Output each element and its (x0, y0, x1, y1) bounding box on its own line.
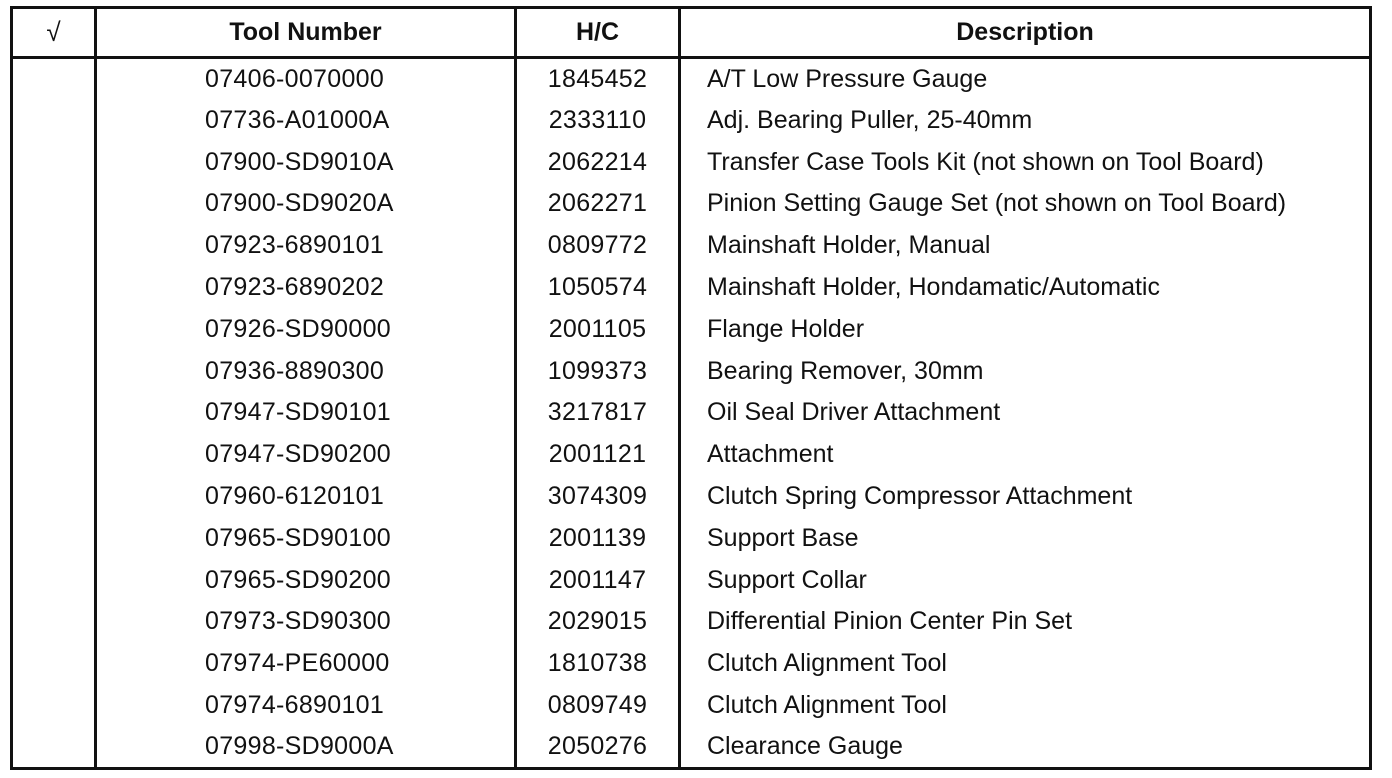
tool-number-cell: 07923-6890202 (96, 267, 516, 309)
description-cell: Mainshaft Holder, Hondamatic/Automatic (707, 272, 1160, 301)
hc-cell: 2029015 (516, 601, 680, 643)
check-cell[interactable] (12, 350, 96, 392)
check-cell[interactable] (12, 476, 96, 518)
hc-cell: 1810738 (516, 643, 680, 685)
table-row (12, 99, 1371, 141)
tool-number-cell: 07947-SD90200 (96, 434, 516, 476)
tool-number-cell: 07926-SD90000 (96, 308, 516, 350)
tool-number-cell: 07965-SD90100 (96, 517, 516, 559)
tool-list-table (10, 6, 1372, 770)
hc-cell: 2062214 (516, 141, 680, 183)
description-cell: Flange Holder (707, 314, 865, 343)
hc-cell: 0809772 (516, 225, 680, 267)
tool-number-cell: 07974-PE60000 (96, 643, 516, 685)
hc-cell: 2333110 (516, 99, 680, 141)
description-cell: Support Collar (707, 565, 867, 594)
table-row (12, 58, 1371, 100)
table-header-row (12, 8, 1371, 58)
check-cell[interactable] (12, 434, 96, 476)
table-row (12, 559, 1371, 601)
hc-cell: 0809749 (516, 685, 680, 727)
table-row (12, 225, 1371, 267)
table-row (12, 183, 1371, 225)
tool-number-cell: 07936-8890300 (96, 350, 516, 392)
description-cell: Clutch Alignment Tool (707, 691, 947, 720)
check-cell[interactable] (12, 685, 96, 727)
tool-number-cell: 07406-0070000 (96, 58, 516, 100)
check-cell[interactable] (12, 267, 96, 309)
hc-cell: 2001121 (516, 434, 680, 476)
table-row (12, 685, 1371, 727)
table-row (12, 141, 1371, 183)
hc-cell: 3217817 (516, 392, 680, 434)
header-description: Description (680, 8, 1371, 58)
tool-number-cell: 07947-SD90101 (96, 392, 516, 434)
tool-number-cell: 07736-A01000A (96, 99, 516, 141)
tool-number-cell: 07960-6120101 (96, 476, 516, 518)
check-cell[interactable] (12, 643, 96, 685)
description-cell: Attachment (707, 440, 834, 469)
description-cell: Oil Seal Driver Attachment (707, 398, 1001, 427)
check-cell[interactable] (12, 141, 96, 183)
description-cell: Support Base (707, 523, 859, 552)
checkmark-icon: √ (46, 17, 61, 47)
hc-cell: 1845452 (516, 58, 680, 100)
table-row (12, 392, 1371, 434)
description-cell: Clutch Alignment Tool (707, 649, 947, 678)
check-cell[interactable] (12, 601, 96, 643)
description-cell: Differential Pinion Center Pin Set (707, 607, 1073, 636)
hc-cell: 3074309 (516, 476, 680, 518)
description-cell: Transfer Case Tools Kit (not shown on Tool Board) (707, 147, 1264, 176)
hc-cell: 2001147 (516, 559, 680, 601)
hc-cell: 2001139 (516, 517, 680, 559)
description-cell: Mainshaft Holder, Manual (707, 231, 991, 260)
hc-cell: 1050574 (516, 267, 680, 309)
hc-cell: 1099373 (516, 350, 680, 392)
table-row (12, 476, 1371, 518)
tool-number-cell: 07974-6890101 (96, 685, 516, 727)
check-cell[interactable] (12, 99, 96, 141)
tool-number-cell: 07973-SD90300 (96, 601, 516, 643)
tool-number-cell: 07900-SD9020A (96, 183, 516, 225)
table-row (12, 267, 1371, 309)
description-cell: Bearing Remover, 30mm (707, 356, 984, 385)
table-row (12, 601, 1371, 643)
hc-cell: 2001105 (516, 308, 680, 350)
description-cell: Adj. Bearing Puller, 25-40mm (707, 105, 1033, 134)
hc-cell: 2062271 (516, 183, 680, 225)
check-cell[interactable] (12, 308, 96, 350)
check-cell[interactable] (12, 392, 96, 434)
check-cell[interactable] (12, 183, 96, 225)
description-cell: A/T Low Pressure Gauge (707, 64, 988, 93)
tool-number-cell: 07998-SD9000A (96, 727, 516, 769)
table-body (12, 58, 1371, 769)
header-tool-number: Tool Number (96, 8, 516, 58)
table-row (12, 517, 1371, 559)
table-row (12, 434, 1371, 476)
check-cell[interactable] (12, 58, 96, 100)
header-check (12, 8, 96, 58)
tool-number-cell: 07965-SD90200 (96, 559, 516, 601)
check-cell[interactable] (12, 517, 96, 559)
check-cell[interactable] (12, 727, 96, 769)
description-cell: Pinion Setting Gauge Set (not shown on Tool Board) (707, 189, 1287, 218)
hc-cell: 2050276 (516, 727, 680, 769)
table-row (12, 643, 1371, 685)
header-hc: H/C (516, 8, 680, 58)
check-cell[interactable] (12, 559, 96, 601)
tool-number-cell: 07923-6890101 (96, 225, 516, 267)
table-row (12, 350, 1371, 392)
table-row (12, 308, 1371, 350)
table-row (12, 727, 1371, 769)
description-cell: Clearance Gauge (707, 732, 903, 761)
description-cell: Clutch Spring Compressor Attachment (707, 482, 1133, 511)
tool-number-cell: 07900-SD9010A (96, 141, 516, 183)
check-cell[interactable] (12, 225, 96, 267)
